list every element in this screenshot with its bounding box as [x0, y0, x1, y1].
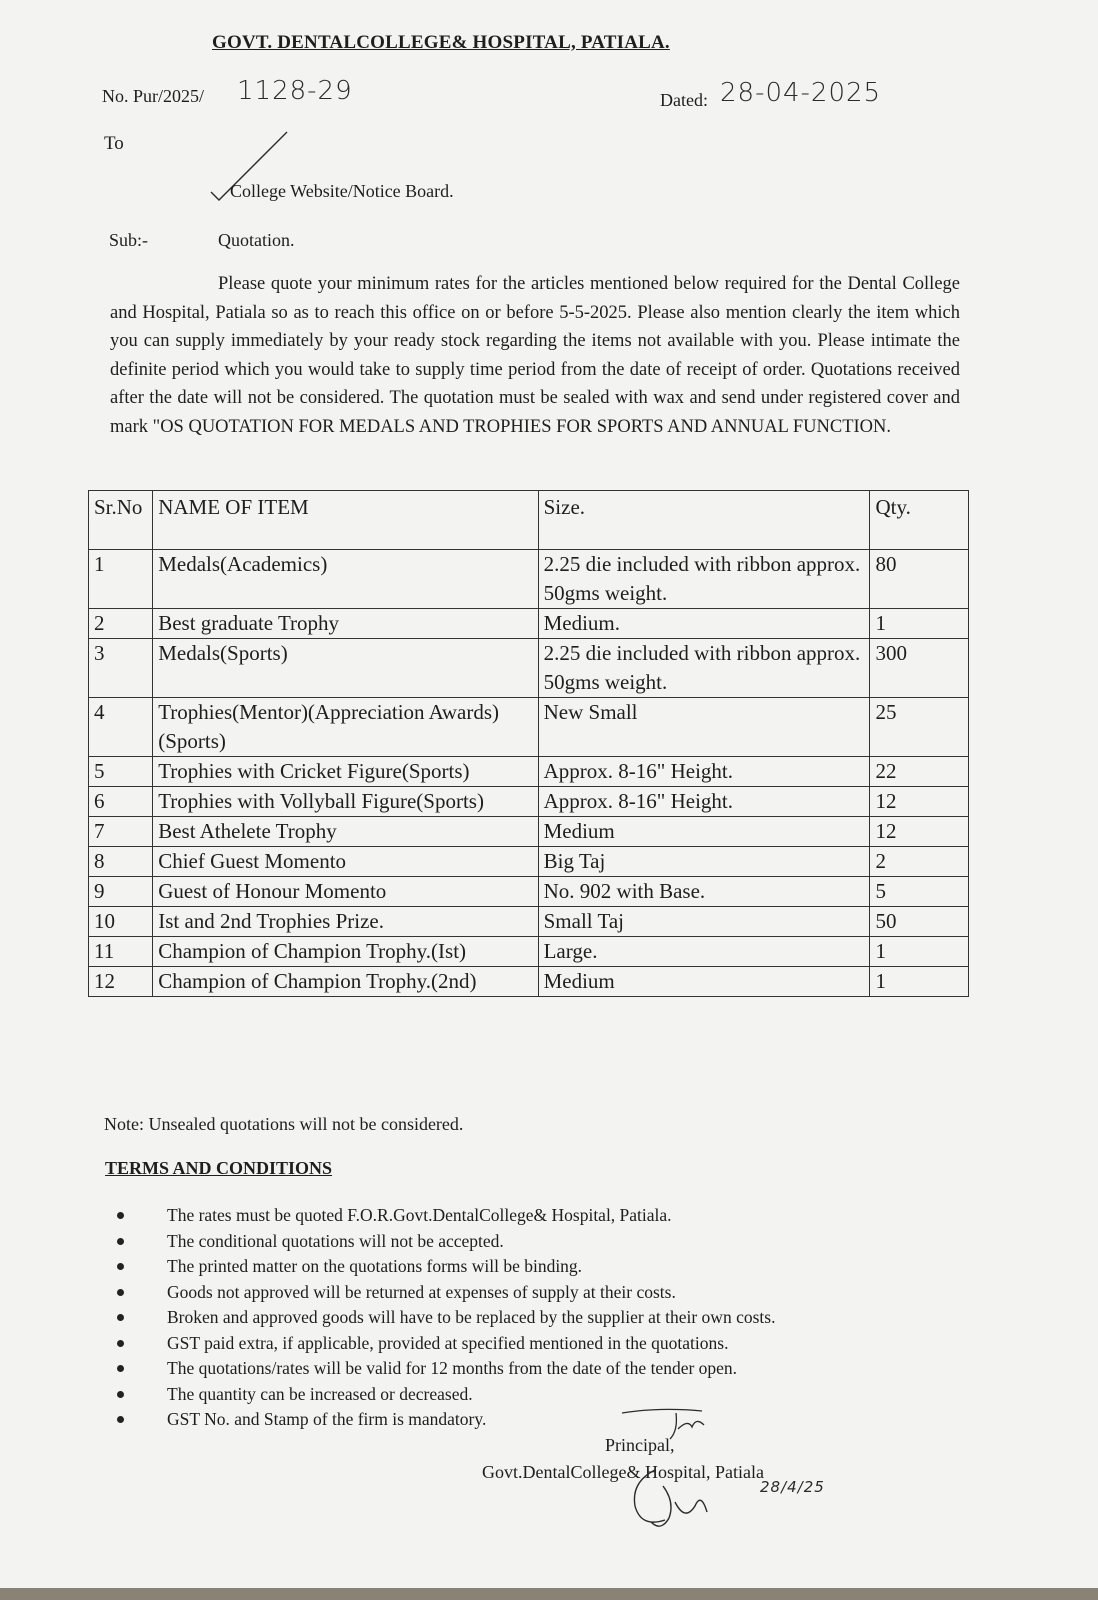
subject-text: Quotation. [218, 230, 295, 250]
bullet-icon [117, 1365, 124, 1372]
table-row [89, 847, 969, 877]
cell-qty: 12 [870, 787, 969, 817]
term-item [117, 1280, 775, 1306]
cell-sr: 12 [89, 967, 153, 997]
cell-size: Approx. 8-16" Height. [538, 757, 870, 787]
term-text: GST paid extra, if applicable, provided at specified mentioned in the quotations. [167, 1332, 729, 1353]
date-label: Dated: [660, 90, 708, 110]
term-text: GST No. and Stamp of the firm is mandatory. [167, 1409, 487, 1429]
cell-size: New Small [538, 698, 870, 757]
term-item [117, 1229, 775, 1255]
cell-sr: 3 [89, 639, 153, 698]
cell-qty: 12 [870, 817, 969, 847]
cell-sr: 2 [89, 609, 153, 639]
cell-size: Medium [538, 967, 870, 997]
cell-item-name: Best Athelete Trophy [153, 817, 538, 847]
cell-qty: 2 [870, 847, 969, 877]
table-row [89, 698, 969, 757]
cell-item-name: Trophies(Mentor)(Appreciation Awards)(Sports) [153, 698, 538, 757]
table-row [89, 550, 969, 609]
term-text: The quotations/rates will be valid for 12 months from the date of the tender open. [167, 1358, 738, 1378]
cell-sr: 4 [89, 698, 153, 757]
cell-size: Medium. [538, 609, 870, 639]
term-text: The quantity can be increased or decreased. [167, 1383, 473, 1404]
cell-sr: 6 [89, 787, 153, 817]
table-row [89, 609, 969, 639]
cell-qty: 300 [870, 639, 969, 698]
cell-sr: 7 [89, 817, 153, 847]
cell-item-name: Champion of Champion Trophy.(2nd) [153, 967, 538, 997]
cell-qty: 1 [870, 609, 969, 639]
cell-size: Small Taj [538, 907, 870, 937]
signature-mark [625, 1462, 735, 1537]
bullet-icon [117, 1416, 124, 1423]
cell-item-name: Ist and 2nd Trophies Prize. [153, 907, 538, 937]
cell-size: 2.25 die included with ribbon approx. 50gms weight. [538, 550, 870, 609]
cell-sr: 8 [89, 847, 153, 877]
bullet-icon [117, 1238, 124, 1245]
term-item [117, 1305, 775, 1331]
bullet-icon [117, 1289, 124, 1296]
cell-item-name: Chief Guest Momento [153, 847, 538, 877]
table-row [89, 817, 969, 847]
cell-size: No. 902 with Base. [538, 877, 870, 907]
items-table [88, 490, 969, 997]
reference-number-handwritten: 1128-29 [237, 76, 353, 106]
terms-heading: TERMS AND CONDITIONS [105, 1158, 333, 1178]
cell-sr: 10 [89, 907, 153, 937]
cell-qty: 1 [870, 937, 969, 967]
cell-item-name: Trophies with Cricket Figure(Sports) [153, 757, 538, 787]
table-row [89, 877, 969, 907]
cell-size: Medium [538, 817, 870, 847]
cell-sr: 1 [89, 550, 153, 609]
term-text: The conditional quotations will not be accepted. [167, 1230, 504, 1251]
bullet-icon [117, 1314, 124, 1321]
scan-bottom-edge [0, 1588, 1098, 1600]
document-title: GOVT. DENTALCOLLEGE& HOSPITAL, PATIALA. [212, 32, 670, 53]
term-item [117, 1254, 775, 1280]
intro-paragraph: Please quote your minimum rates for the articles mentioned below required for the Dental College and Hospital, Patiala so as to reach this office on or before 5-5-2025. Please also mention clearly the item which you can supply immediately by your ready stock regarding the items not available with you. Please intimate the definite period which you would take to supply time period from the date of receipt of order. Quotations received after the date will not be considered. The quotation must be sealed with wax and send under registered cover and mark "OS QUOTATION FOR MEDALS AND TROPHIES FOR SPORTS AND ANNUAL FUNCTION. [110, 274, 960, 437]
cell-item-name: Trophies with Vollyball Figure(Sports) [153, 787, 538, 817]
header-size: Size. [538, 491, 870, 550]
table-row [89, 757, 969, 787]
bullet-icon [117, 1263, 124, 1270]
term-text: Broken and approved goods will have to be replaced by the supplier at their own costs. [167, 1307, 776, 1327]
cell-qty: 25 [870, 698, 969, 757]
table-row [89, 937, 969, 967]
cell-item-name: Guest of Honour Momento [153, 877, 538, 907]
term-text: Goods not approved will be returned at expenses of supply at their costs. [167, 1281, 676, 1302]
cell-qty: 22 [870, 757, 969, 787]
subject-label: Sub:- [109, 230, 149, 250]
cell-size: Approx. 8-16" Height. [538, 787, 870, 817]
cell-size: Large. [538, 937, 870, 967]
date-handwritten: 28-04-2025 [720, 78, 882, 108]
cell-sr: 5 [89, 757, 153, 787]
signature-handwritten-date: 28/4/25 [760, 1478, 825, 1496]
term-item [117, 1356, 775, 1382]
bullet-icon [117, 1340, 124, 1347]
signatory-designation: Principal, [605, 1435, 675, 1455]
bullet-icon [117, 1391, 124, 1398]
cell-qty: 50 [870, 907, 969, 937]
to-label: To [104, 133, 124, 154]
cell-qty: 1 [870, 967, 969, 997]
term-text: The printed matter on the quotations forms will be binding. [167, 1256, 583, 1276]
cell-item-name: Medals(Sports) [153, 639, 538, 698]
table-row [89, 907, 969, 937]
cell-sr: 11 [89, 937, 153, 967]
cell-item-name: Champion of Champion Trophy.(Ist) [153, 937, 538, 967]
term-item [117, 1331, 775, 1357]
cell-item-name: Best graduate Trophy [153, 609, 538, 639]
term-text: The rates must be quoted F.O.R.Govt.DentalCollege& Hospital, Patiala. [167, 1205, 672, 1225]
terms-list [117, 1203, 775, 1433]
note-text: Note: Unsealed quotations will not be considered. [104, 1114, 464, 1134]
term-item [117, 1203, 775, 1229]
table-row [89, 639, 969, 698]
cell-qty: 80 [870, 550, 969, 609]
term-item [117, 1382, 775, 1408]
cell-sr: 9 [89, 877, 153, 907]
cell-item-name: Medals(Academics) [153, 550, 538, 609]
header-qty: Qty. [870, 491, 969, 550]
reference-number-label: No. Pur/2025/ [102, 86, 205, 106]
cell-qty: 5 [870, 877, 969, 907]
bullet-icon [117, 1212, 124, 1219]
header-sr-no: Sr.No [89, 491, 153, 550]
cell-size: 2.25 die included with ribbon approx. 50gms weight. [538, 639, 870, 698]
table-row [89, 967, 969, 997]
table-row [89, 787, 969, 817]
table-header-row [89, 491, 969, 550]
addressee: College Website/Notice Board. [230, 181, 454, 201]
cell-size: Big Taj [538, 847, 870, 877]
header-item-name: NAME OF ITEM [153, 491, 538, 550]
signatory-institute: Govt.DentalCollege& Hospital, Patiala [482, 1462, 764, 1482]
